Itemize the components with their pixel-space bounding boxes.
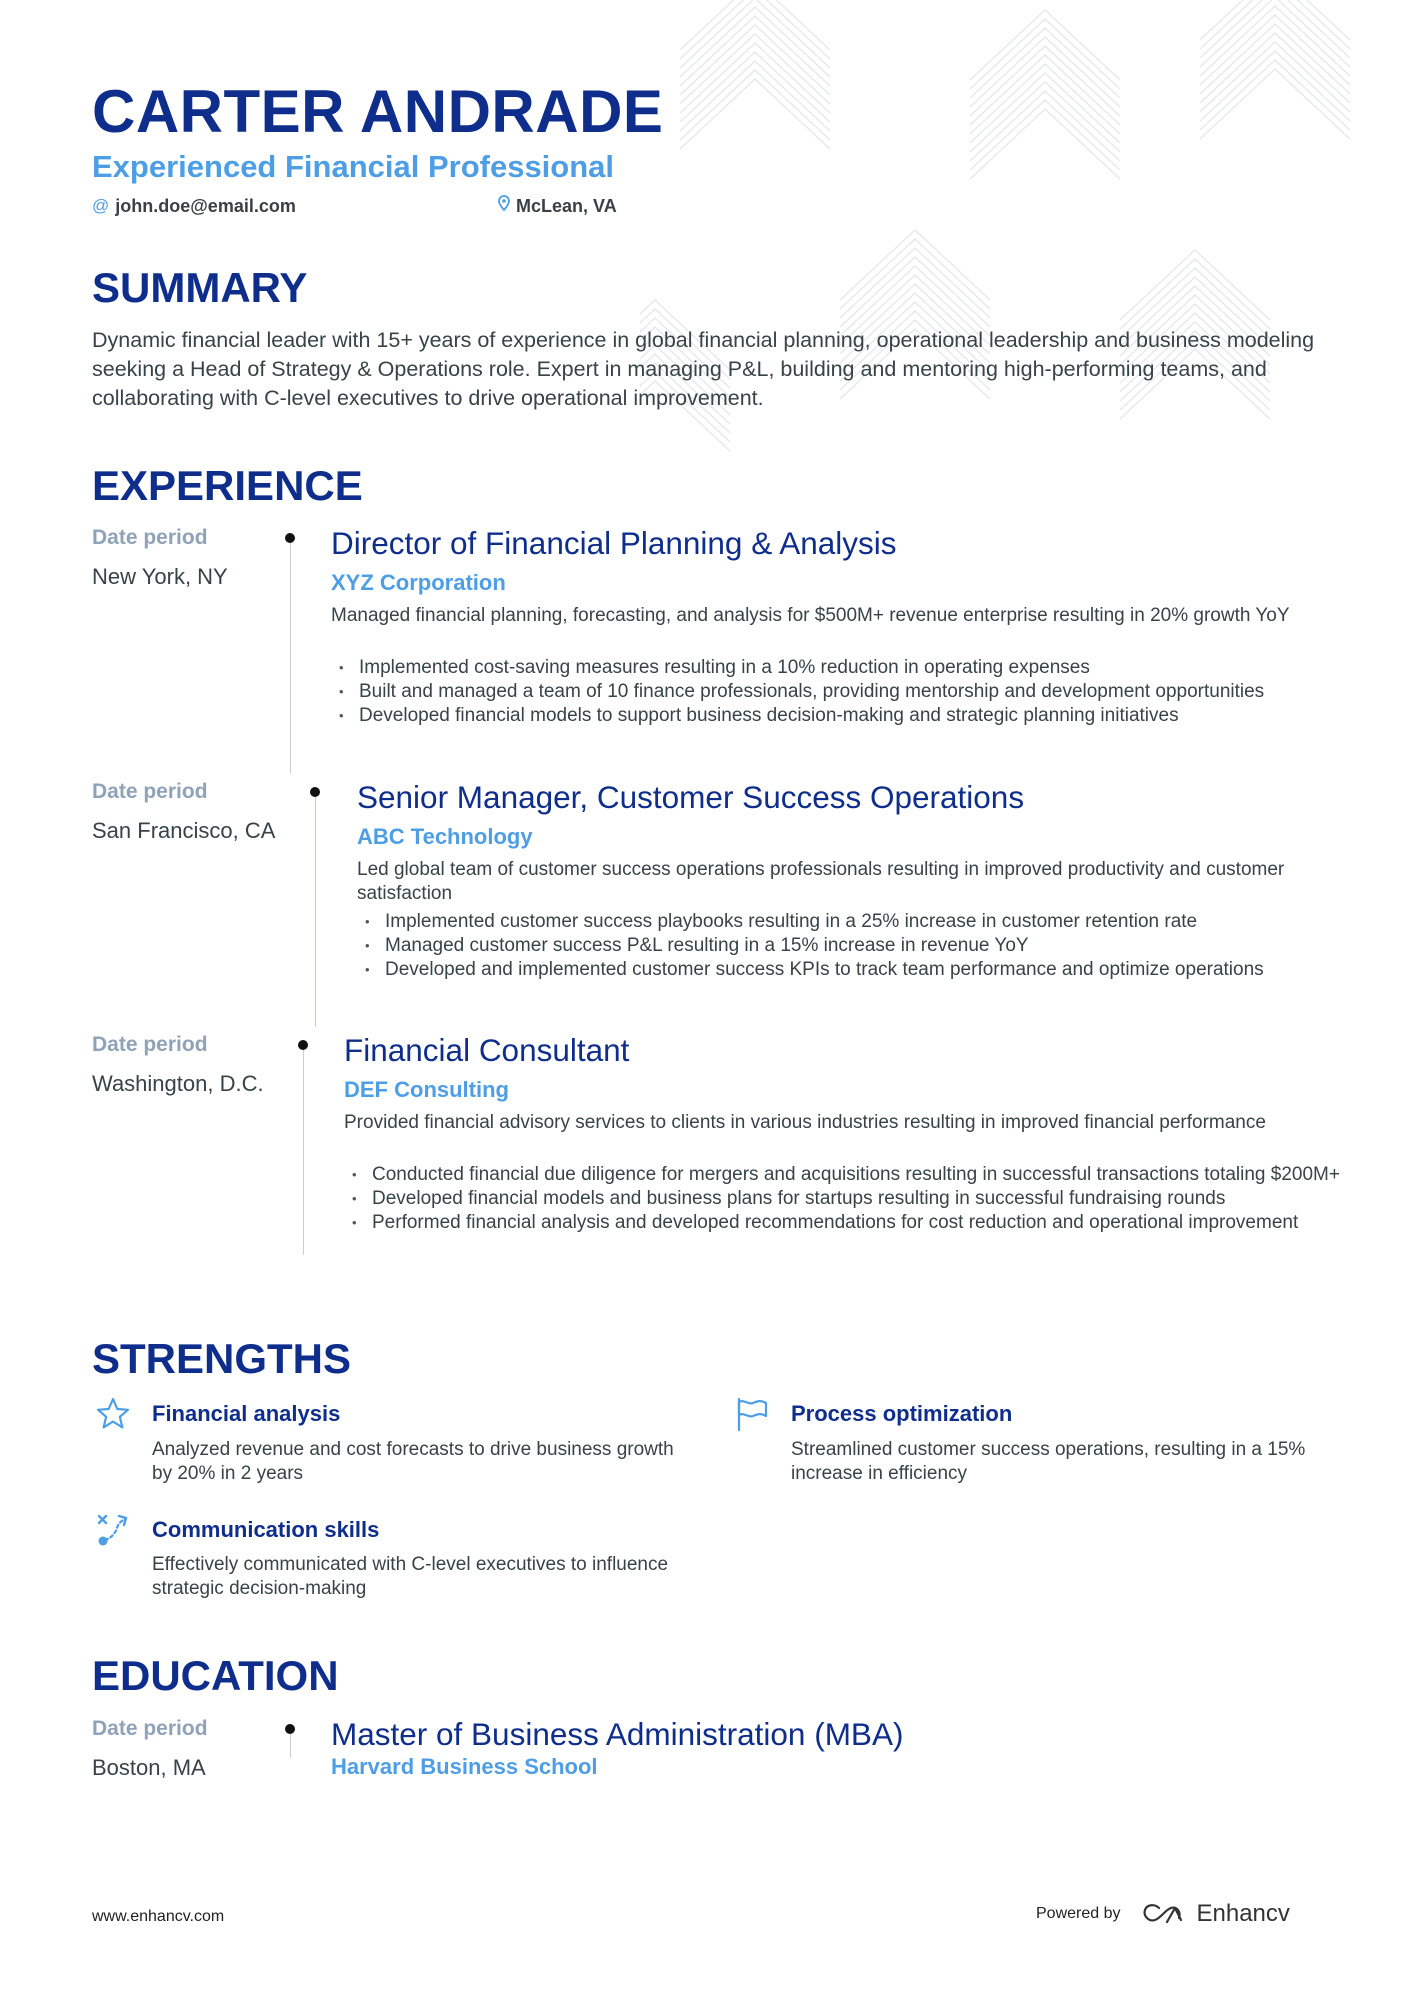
map-pin-icon <box>498 194 510 218</box>
timeline-dot <box>285 1724 295 1734</box>
company-name: ABC Technology <box>357 824 533 849</box>
date-period: Date period <box>92 1033 208 1056</box>
flag-icon <box>734 1396 770 1432</box>
email-text: john.doe@email.com <box>115 196 296 216</box>
summary-text: Dynamic financial leader with 15+ years of experience in global financial planning, operational leadership and business modeling seeking a Head of Strategy & Operations role. Expert in managing P&L, building and mentoring high-performing teams, and collaborating with C-level executives to drive operational improvement. <box>92 328 1315 410</box>
company-name: DEF Consulting <box>344 1077 509 1102</box>
date-period: Date period <box>92 1717 208 1740</box>
powered-by-label: Powered by <box>1036 1905 1121 1922</box>
job-description: Managed financial planning, forecasting, and analysis for $500M+ revenue enterprise resulting in 20% growth YoY <box>331 605 1290 626</box>
bullet-item: • Performed financial analysis and developed recommendations for cost reduction and operational improvement <box>344 1211 1344 1235</box>
bullet-item: • Implemented cost-saving measures resulting in a 10% reduction in operating expenses <box>331 656 1331 680</box>
footer-powered-by[interactable] <box>1036 1900 1290 1928</box>
strength-description: Streamlined customer success operations, resulting in a 15% increase in efficiency <box>791 1439 1306 1484</box>
candidate-name: CARTER ANDRADE <box>92 78 664 145</box>
bullet-item: • Implemented customer success playbooks resulting in a 25% increase in customer retention rate <box>357 910 1332 934</box>
timeline-dot <box>285 533 295 543</box>
brand-logo <box>1141 1900 1290 1928</box>
date-period: Date period <box>92 780 208 803</box>
job-location: New York, NY <box>92 564 228 589</box>
bullet-item: • Developed financial models and business plans for startups resulting in successful fundraising rounds <box>344 1187 1344 1211</box>
school-location: Boston, MA <box>92 1755 206 1780</box>
school-name: Harvard Business School <box>331 1754 598 1779</box>
section-title-strengths: STRENGTHS <box>92 1335 352 1382</box>
strength-title: Process optimization <box>791 1401 1013 1426</box>
star-icon <box>95 1396 131 1432</box>
timeline-line <box>315 797 316 1027</box>
bullet-item: • Developed and implemented customer success KPIs to track team performance and optimize operations <box>357 958 1332 982</box>
job-location: San Francisco, CA <box>92 818 276 843</box>
timeline-dot <box>310 787 320 797</box>
bullet-item: • Built and managed a team of 10 finance professionals, providing mentorship and development opportunities <box>331 680 1331 704</box>
section-title-education: EDUCATION <box>92 1652 339 1699</box>
timeline-line <box>303 1050 304 1255</box>
date-period: Date period <box>92 526 208 549</box>
at-icon: @ <box>92 196 110 215</box>
timeline-dot <box>298 1040 308 1050</box>
job-description: Provided financial advisory services to clients in various industries resulting in improved financial performance <box>344 1112 1266 1133</box>
bullet-item: • Conducted financial due diligence for mergers and acquisitions resulting in successful transactions totaling $200M+ <box>344 1163 1344 1187</box>
footer-website-link[interactable]: www.enhancv.com <box>92 1908 225 1925</box>
strength-description: Effectively communicated with C-level executives to influence strategic decision-making <box>152 1554 669 1599</box>
job-bullets <box>344 1163 1344 1235</box>
strength-title: Financial analysis <box>152 1401 341 1426</box>
enhancv-logo-icon <box>1141 1902 1189 1926</box>
job-location: Washington, D.C. <box>92 1071 264 1096</box>
brand-name: Enhancv <box>1196 1900 1290 1927</box>
job-title: Senior Manager, Customer Success Operations <box>357 779 1025 815</box>
section-title-summary: SUMMARY <box>92 264 308 311</box>
job-title: Financial Consultant <box>344 1032 630 1068</box>
bullet-item: • Developed financial models to support business decision-making and strategic planning initiatives <box>331 704 1331 728</box>
section-title-experience: EXPERIENCE <box>92 462 363 509</box>
job-bullets <box>357 910 1332 982</box>
company-name: XYZ Corporation <box>331 570 506 595</box>
strategy-path-icon <box>95 1512 131 1548</box>
timeline-line <box>290 1734 291 1758</box>
strength-description: Analyzed revenue and cost forecasts to drive business growth by 20% in 2 years <box>152 1439 674 1484</box>
degree-title: Master of Business Administration (MBA) <box>331 1716 904 1752</box>
job-title: Director of Financial Planning & Analysis <box>331 525 897 561</box>
location-text: McLean, VA <box>516 196 617 216</box>
contact-location <box>498 194 617 218</box>
timeline-line <box>290 543 291 773</box>
job-bullets <box>331 656 1331 728</box>
job-description: Led global team of customer success operations professionals resulting in improved productivity and customer satisfaction <box>357 859 1285 904</box>
strength-title: Communication skills <box>152 1517 380 1542</box>
bullet-item: • Managed customer success P&L resulting in a 15% increase in revenue YoY <box>357 934 1332 958</box>
candidate-title: Experienced Financial Professional <box>92 149 615 184</box>
contact-email[interactable] <box>92 194 296 218</box>
